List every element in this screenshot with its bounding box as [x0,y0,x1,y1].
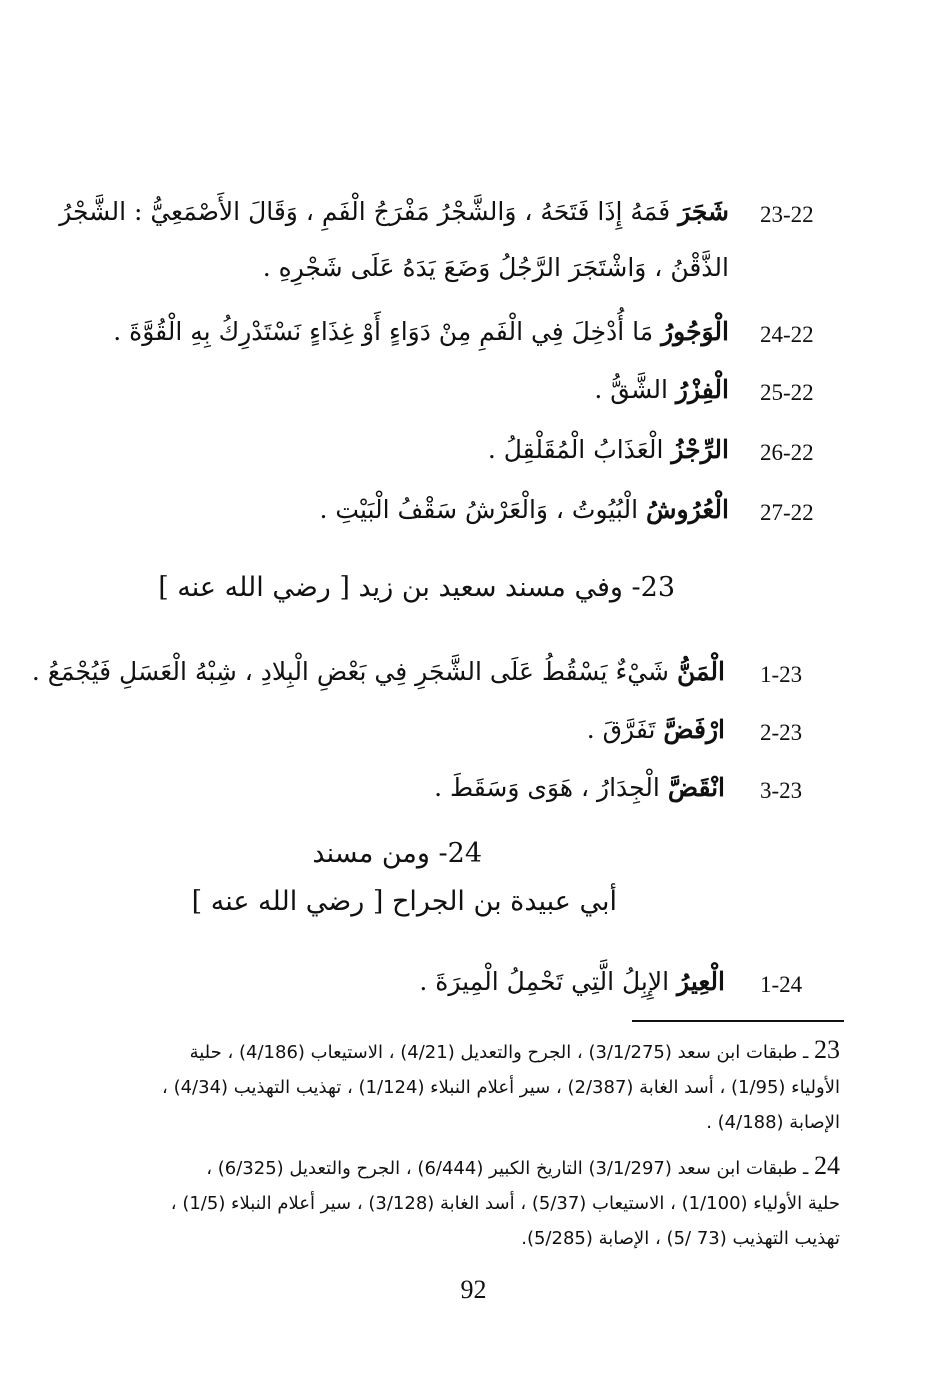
entry-headword: الْوَجُورُ [661,317,729,346]
section-heading-24-line2: أبي عبيدة بن الجراح [ رضي الله عنه ] [191,886,617,917]
entry-number: 25-22 [760,380,814,405]
entry-definition: فَمَهُ إِذَا فَتَحَهُ ، وَالشَّجْرُ مَفْرَجُ الْفَمِ ، وَقَالَ الأَصْمَعِيُّ : الشَّجْرُ [59,197,671,226]
footnote-text: ـ طبقات ابن سعد (3/1/275) ، الجرح والتعديل (4/21) ، الاستيعاب (4/186) ، حلية [189,1042,809,1063]
footnote-separator [632,1020,844,1022]
entry-definition: الْعَذَابُ الْمُقَلْقِلُ . [487,435,664,464]
entry-22-25 [0,370,947,430]
footnote-text: ـ طبقات ابن سعد (3/1/297) التاريخ الكبير (6/444) ، الجرح والتعديل (6/325) ، [206,1158,809,1179]
entry-number: 1-23 [760,662,803,687]
section-heading-23: 23- وفي مسند سعيد بن زيد [ رضي الله عنه ] [158,572,675,603]
page-number: 92 [460,1275,487,1304]
footnote-24 [80,1148,840,1256]
entry-24-1 [0,960,947,1020]
entry-23-2 [0,710,947,770]
entry-definition: مَا أُدْخِلَ فِي الْفَمِ مِنْ دَوَاءٍ أَوْ غِذَاءٍ نَسْتَدْرِكُ بِهِ الْقُوَّةَ . [113,317,654,346]
entry-text-line-2: الذَّقْنُ ، وَاشْتَجَرَ الرَّجُلُ وَضَعَ يَدَهُ عَلَى شَجْرِهِ . [262,253,729,282]
entry-headword: ارْفَضَّ [663,715,725,744]
entry-text-line [594,370,729,410]
entry-text-line [419,962,725,1002]
entry-headword: الرِّجْزُ [671,435,729,464]
entry-headword: الْفِزْرُ [675,375,729,404]
entry-text-line [320,490,730,530]
entry-number: 3-23 [760,778,803,803]
entry-headword: شَجَرَ [678,197,729,226]
entry-22-26 [0,430,947,490]
entry-definition: تَفَرَّقَ . [586,715,656,744]
entry-text-line [32,652,725,692]
entry-headword: الْمَنُّ [676,657,725,686]
entry-23-1 [0,650,947,710]
entry-text-line [587,710,725,750]
entry-definition: الْبُيُوتُ ، وَالْعَرْشُ سَقْفُ الْبَيْتِ . [319,495,639,524]
entry-22-27 [0,490,947,550]
footnote-line: تهذيب التهذيب (73 /5) ، الإصابة (5/285). [521,1228,840,1249]
entry-text-line [113,312,729,352]
entry-definition: شَيْءٌ يَسْقُطُ عَلَى الشَّجَرِ فِي بَعْضِ الْبِلادِ ، شِبْهُ الْعَسَلِ فَيُجْمَعُ . [31,657,669,686]
entry-number: 26-22 [760,440,814,465]
section-heading-24-line1: 24- ومن مسند [312,838,482,869]
entry-headword: انْقَضَّ [667,773,725,802]
entry-headword: الْعُرُوشُ [645,495,729,524]
entry-text-line [434,768,725,808]
entry-text-line [59,192,729,232]
entry-definition: الْجِدَارُ ، هَوَى وَسَقَطَ . [434,773,660,802]
footnote-23 [80,1032,840,1140]
entry-number: 2-23 [760,720,803,745]
entry-number: 27-22 [760,500,814,525]
entry-22-24 [0,310,947,370]
entry-number: 24-22 [760,322,814,347]
entry-number: 23-22 [760,202,814,227]
entry-number: 1-24 [760,972,803,997]
footnote-line: حلية الأولياء (1/100) ، الاستيعاب (5/37) ، أسد الغابة (3/128) ، سير أعلام النبلاء (1/5) ، [170,1193,840,1214]
footnote-line: الأولياء (1/95) ، أسد الغابة (2/387) ، سير أعلام النبلاء (1/124) ، تهذيب التهذيب (4/34) ، [162,1077,840,1098]
entry-23-3 [0,768,947,828]
footnote-line: الإصابة (4/188) . [706,1112,840,1133]
entry-text-line [488,430,729,470]
footnote-number: 23 [814,1035,840,1064]
footnote-line [80,1032,840,1070]
entry-headword: الْعِيرُ [677,967,725,996]
entry-definition: الإِبِلُ الَّتِي تَحْمِلُ الْمِيرَةَ . [419,967,670,996]
entry-22-23 [0,190,947,290]
footnote-number: 24 [814,1151,840,1180]
entry-definition: الشَّقُّ . [594,375,668,404]
footnote-line [80,1148,840,1186]
